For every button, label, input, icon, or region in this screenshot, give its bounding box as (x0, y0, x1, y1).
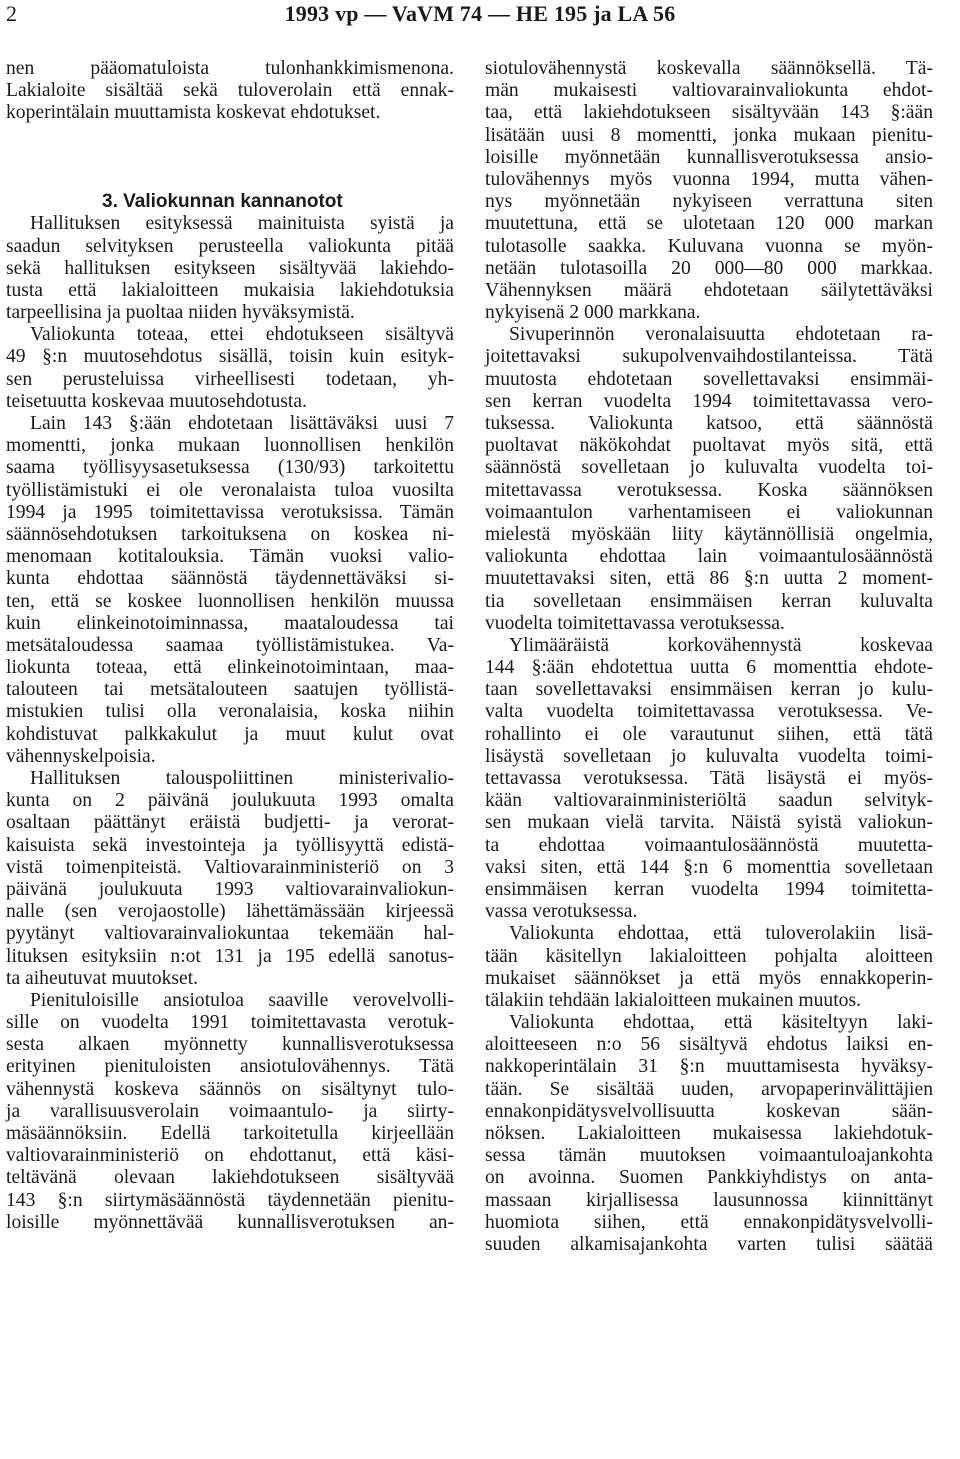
text-line: loisille myönnetään kunnallisverotuksessa ansio- (485, 146, 933, 168)
text-line: voimaantulon varhentamiseen ei valiokunnan (485, 501, 933, 523)
text-line: kunta ehdottaa säännöstä täydennettäväksi si- (6, 568, 454, 590)
text-line: erityinen pienituloisten ansiotulovähennys. Tätä (6, 1056, 454, 1078)
text-line: suuden alkamisajankohta varten tulisi säätää (485, 1233, 933, 1255)
text-line: Valiokunta ehdottaa, että tuloverolakiin lisä- (509, 923, 933, 945)
text-line: teisetuutta koskevaa muutosehdotusta. (6, 390, 307, 412)
left-paragraph (6, 768, 454, 990)
text-line: aloitteeseen n:o 56 sisältyvä ehdotus laiksi en- (485, 1034, 933, 1056)
text-line: teltävänä olevaan lakiehdotukseen sisältyvää (6, 1167, 454, 1189)
text-line: sille on vuodelta 1991 toimitettavasta verotuk- (6, 1012, 454, 1034)
right-paragraph (485, 58, 933, 324)
text-line: ja varallisuusverolain voimaantulo- ja siirty- (6, 1100, 454, 1122)
text-line: sesta alkaen myönnetty kunnallisverotuksessa (6, 1034, 454, 1056)
text-line: ta aiheutuvat muutokset. (6, 967, 199, 989)
text-line: massaan kirjallisessa lausunnossa kiinnittänyt (485, 1189, 933, 1211)
text-line: tulovähennys myös vuonna 1994, mutta vähen- (485, 168, 933, 190)
left-column (6, 58, 454, 1234)
right-paragraph (485, 635, 933, 923)
text-line: män mukaisesti valtiovarainvaliokunta ehdot- (485, 80, 933, 102)
text-line: kohdistuvat palkkakulut ja muut kulut ovat (6, 723, 454, 745)
text-line: osaltaan päättänyt eräistä budjetti- ja verorat- (6, 812, 454, 834)
text-line: tuksessa. Valiokunta katsoo, että säännöstä (485, 413, 933, 434)
text-line: mistukien tulisi olla veronalaisia, koska niihin (6, 701, 454, 723)
text-line: vähennystä koskeva säännös on sisältynyt tulo- (6, 1078, 454, 1100)
text-line: 144 §:ään ehdotettua uutta 6 momenttia ehdote- (485, 657, 933, 679)
text-line: Ylimääräistä korkovähennystä koskevaa (509, 634, 933, 656)
text-line: valiokunta ehdottaa lain voimaantulosäännöstä (485, 546, 933, 568)
text-line: nakkoperintälain 31 §:n muuttamisesta hyväksy- (485, 1056, 933, 1078)
right-paragraph (485, 324, 933, 635)
text-line: mielestä myöskään liity käytännöllisiä ongelmia, (485, 523, 933, 545)
text-line: vuodelta toimitettavassa verotuksessa. (485, 612, 785, 634)
text-line: säännösehdotuksen tarkoituksena on koskea ni- (6, 523, 454, 545)
text-line: tälakiin tehdään lakialoitteen mukainen muutos. (485, 989, 861, 1011)
text-line: koperintälain muuttamista koskevat ehdotukset. (6, 102, 381, 124)
right-paragraph (485, 923, 933, 1012)
text-line: lituksen esityksiin n:ot 131 ja 195 edellä sanotus- (6, 945, 454, 967)
text-line: sen perusteluissa virheellisesti todetaan, yh- (6, 368, 454, 390)
left-paragraph (6, 413, 454, 768)
text-line: sen mukaan vielä tarvita. Näistä syistä valiokun- (485, 812, 933, 834)
text-line: Lakialoite sisältää sekä tuloverolain että ennak- (6, 80, 454, 102)
section-spacer (6, 125, 454, 192)
text-line: sekä hallituksen esitykseen sisältyvää lakiehdo- (6, 257, 454, 279)
text-line: metsätaloudessa saamaa työllistämistukea. Va- (6, 634, 454, 656)
text-line: päivänä joulukuuta 1993 valtiovarainvaliokun- (6, 878, 454, 900)
text-line: valtiovarainministeriö on ehdottanut, että käsi- (6, 1145, 454, 1167)
text-line: muutettavaksi siten, että 86 §:n uutta 2 moment- (485, 568, 933, 590)
text-line: ennakonpidätysvelvollisuutta koskevan sään- (485, 1100, 933, 1122)
text-line: Valiokunta toteaa, ettei ehdotukseen sisältyvä (30, 324, 454, 346)
right-paragraph (485, 1012, 933, 1256)
text-line: valta vuodelta toimitettavassa verotuksessa. Ve- (485, 701, 933, 723)
text-line: kuin elinkeinotoiminnassa, maataloudessa tai (6, 612, 454, 634)
text-line: Lain 143 §:ään ehdotetaan lisättäväksi uusi 7 (30, 413, 454, 435)
text-line: muutettuna, että se ulotetaan 120 000 markan (485, 213, 933, 235)
text-line: vistä toimenpiteistä. Valtiovarainministeriö on 3 (6, 856, 454, 878)
text-line: nalle (sen verojaostolle) lähettämässään kirjeessä (6, 901, 454, 923)
text-line: ten, että se koskee luonnollisen henkilön muussa (6, 590, 454, 612)
text-line: kään valtiovarainministeriöltä saadun selvityk- (485, 790, 933, 812)
text-line: on avoinna. Suomen Pankkiyhdistys on anta- (485, 1167, 933, 1189)
text-line: Hallituksen talouspoliittinen ministerivalio- (30, 768, 454, 790)
text-line: tarpeellisina ja puoltaa niiden hyväksymistä. (6, 302, 355, 324)
text-line: Valiokunta ehdottaa, että käsiteltyyn laki- (509, 1012, 933, 1034)
text-line: nöksen. Lakialoitteen mukaisessa lakiehdotuk- (485, 1123, 933, 1144)
text-line: taa, että lakiehdotukseen sisältyvään 143 §:ään (485, 102, 933, 124)
text-line: menomaan kotitalouksia. Tämän vuoksi valio- (6, 546, 454, 568)
right-column (485, 58, 933, 1256)
text-line: tulotasolle saakka. Kuluvana vuonna se myön- (485, 235, 933, 257)
text-line: vaksi siten, että 144 §:n 6 momenttia sovelletaan (485, 856, 933, 878)
text-line: lisätään uusi 8 momentti, jonka mukaan pienitu- (485, 124, 933, 146)
text-line: tään. Se sisältää uuden, arvopaperinvälittäjien (485, 1078, 933, 1100)
text-line: ensimmäisen kerran vuodelta 1994 toimitetta- (485, 878, 933, 900)
text-line: loisille myönnettävää kunnallisverotuksen an- (6, 1211, 454, 1233)
running-title: 1993 vp — VaVM 74 — HE 195 ja LA 56 (284, 1, 676, 26)
text-line: huomiota siihen, että ennakonpidätysvelvolli- (485, 1211, 933, 1233)
text-line: momentti, jonka mukaan luonnollisen henkilön (6, 435, 454, 457)
text-line: mitettavassa verotuksessa. Koska säännöksen (485, 479, 933, 501)
left-paragraph (6, 990, 454, 1234)
text-line: taan sovellettavaksi ensimmäisen kerran jo kulu- (485, 679, 933, 701)
text-line: saadun selvityksen perusteella valiokunta pitää (6, 235, 454, 257)
text-line: Hallituksen esityksessä mainituista syistä ja (30, 213, 454, 235)
text-line: joitettavaksi sukupolvenvaihdostilanteissa. Tätä (485, 346, 933, 368)
text-line: Sivuperinnön veronalaisuutta ehdotetaan ra- (509, 324, 933, 346)
text-line: vähennyskelpoisia. (6, 745, 156, 767)
text-line: sen kerran vuodelta 1994 toimitettavassa vero- (485, 390, 933, 412)
text-line: kaisuista sekä investointeja ja työllisyyttä edistä- (6, 834, 454, 856)
text-line: tettavassa verotuksessa. Tätä lisäystä ei myös- (485, 768, 933, 789)
text-line: ta ehdottaa voimaantulosäännöstä muutetta- (485, 834, 933, 856)
text-line: nys myönnetään nykyiseen verrattuna siten (485, 191, 933, 213)
text-line: työllistämistuki ei ole veronalaista tuloa vuosilta (6, 479, 454, 501)
text-line: muutosta ehdotetaan sovellettavaksi ensimmäi- (485, 368, 933, 390)
text-line: Pienituloisille ansiotuloa saaville verovelvolli- (30, 989, 454, 1011)
text-line: 49 §:n muutosehdotus sisällä, toisin kuin esityk- (6, 346, 454, 368)
text-line: netään tulotasoilla 20 000—80 000 markkaa. (485, 257, 933, 279)
text-line: lisäystä sovelletaan jo kuluvalta vuodelta toimi- (485, 745, 933, 767)
text-line: kunta on 2 päivänä joulukuuta 1993 omalta (6, 790, 454, 812)
text-line: säännöstä sovelletaan jo kuluvalta vuodelta toi- (485, 457, 933, 479)
text-line: 143 §:n siirtymäsäännöstä täydennetään pienitu- (6, 1189, 454, 1211)
left-paragraph (6, 324, 454, 413)
text-line: nykyisenä 2 000 markkana. (485, 302, 701, 324)
text-line: saama työllisyysasetuksessa (130/93) tarkoitettu (6, 457, 454, 479)
text-line: siotulovähennystä koskevalla säännöksellä. Tä- (485, 58, 933, 79)
text-line: tusta että lakialoitteen mukaisia lakiehdotuksia (6, 279, 454, 301)
text-line: pyytänyt valtiovarainvaliokuntaa tekemään hal- (6, 923, 454, 945)
intro-paragraph (6, 58, 454, 125)
text-line: mukaiset säännökset ja että myös ennakkoperin- (485, 967, 933, 989)
text-line: nen pääomatuloista tulonhankkimismenona. (6, 58, 454, 79)
text-line: tia sovelletaan ensimmäisen kerran kuluvalta (485, 590, 933, 612)
section-heading: 3. Valiokunnan kannanotot (102, 191, 343, 213)
text-line: 1994 ja 1995 toimitettavissa verotuksissa. Tämän (6, 501, 454, 523)
text-line: tään käsitellyn lakialoitteen pohjalta aloitteen (485, 945, 933, 967)
page-number: 2 (6, 1, 17, 26)
text-line: vassa verotuksessa. (485, 901, 638, 923)
text-line: puoltavat näkökohdat puoltavat myös sitä, että (485, 435, 933, 457)
text-line: liokunta toteaa, että elinkeinotoimintaan, maa- (6, 657, 454, 679)
text-line: rohallinto ei ole varautunut siihen, että tätä (485, 723, 933, 745)
text-line: sessa tämän muutoksen voimaantuloajankohta (485, 1145, 933, 1167)
text-line: Vähennyksen määrä ehdotetaan säilytettäväksi (485, 279, 933, 301)
text-line: mäsäännöksiin. Edellä tarkoitetulla kirjeellään (6, 1123, 454, 1145)
left-paragraph (6, 213, 454, 324)
text-line: talouteen tai metsätalouteen saatujen työllistä- (6, 679, 454, 701)
page-header (0, 0, 960, 40)
